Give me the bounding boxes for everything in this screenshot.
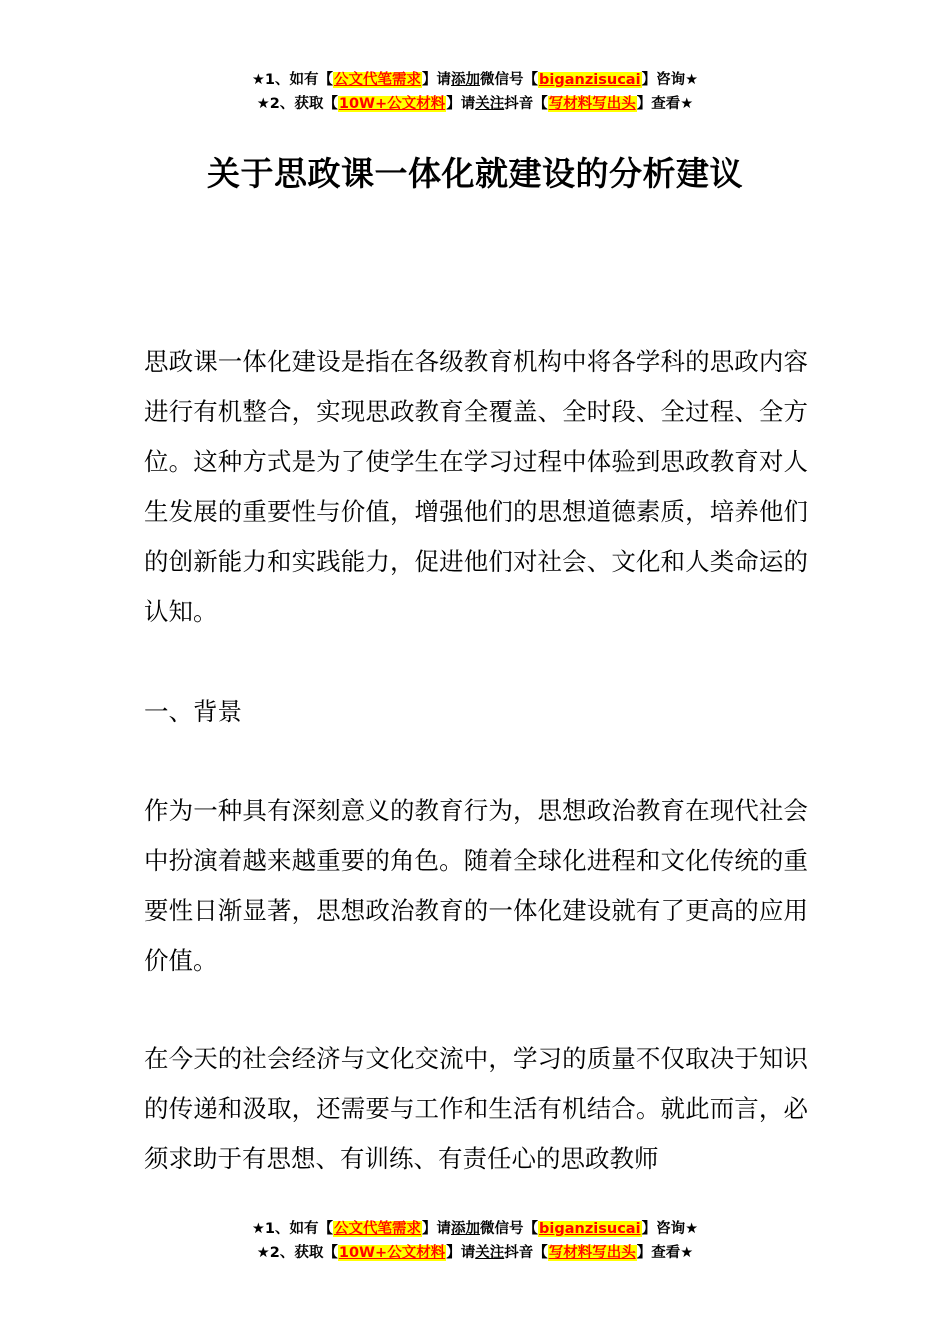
promo-highlight: 10W+公文材料 <box>338 1245 446 1261</box>
section-heading: 一、背景 <box>144 697 242 726</box>
promo-text: ★1、如有【 <box>251 1221 334 1237</box>
promo-highlight: 公文代笔需求 <box>334 72 422 88</box>
promo-text: 微信号【 <box>480 72 539 88</box>
promo-text: 抖音【 <box>504 1245 548 1261</box>
promo-emphasis: 添加 <box>451 72 481 88</box>
promo-text: ★2、获取【 <box>256 1245 338 1261</box>
promo-text: 抖音【 <box>504 96 548 112</box>
promo-wechat-id: biganzisucai <box>539 1221 641 1237</box>
promo-highlight: 公文代笔需求 <box>334 1221 422 1237</box>
promo-text: 】请 <box>446 96 476 112</box>
body-paragraph: 在今天的社会经济与文化交流中，学习的质量不仅取决于知识的传递和汲取，还需要与工作和生活有机结合。就此而言，必须求助于有思想、有训练、有责任心的思政教师 <box>144 1044 808 1173</box>
promo-text: 】请 <box>422 72 452 88</box>
promo-douyin-id: 写材料写出头 <box>548 1245 636 1261</box>
footer-promo <box>0 1217 950 1265</box>
intro-paragraph: 思政课一体化建设是指在各级教育机构中将各学科的思政内容进行有机整合，实现思政教育全覆盖、全时段、全过程、全方位。这种方式是为了使学生在学习过程中体验到思政教育对人生发展的重要性与价值，增强他们的思想道德素质，培养他们的创新能力和实践能力，促进他们对社会、文化和人类命运的认知。 <box>144 347 808 626</box>
header-promo <box>0 68 950 116</box>
promo-text: 微信号【 <box>480 1221 539 1237</box>
promo-text: 】请 <box>446 1245 476 1261</box>
promo-wechat-id: biganzisucai <box>539 72 641 88</box>
promo-line-1 <box>0 1217 950 1241</box>
promo-line-1 <box>0 68 950 92</box>
document-title: 关于思政课一体化就建设的分析建议 <box>207 154 743 193</box>
promo-text: ★1、如有【 <box>251 72 334 88</box>
promo-line-2 <box>0 92 950 116</box>
promo-emphasis: 关注 <box>475 96 505 112</box>
promo-douyin-id: 写材料写出头 <box>548 96 636 112</box>
promo-emphasis: 添加 <box>451 1221 481 1237</box>
promo-emphasis: 关注 <box>475 1245 505 1261</box>
promo-text: 】请 <box>422 1221 452 1237</box>
promo-highlight: 10W+公文材料 <box>338 96 446 112</box>
promo-text: 】查看★ <box>636 1245 694 1261</box>
promo-text: 】查看★ <box>636 96 694 112</box>
promo-text: 】咨询★ <box>641 72 699 88</box>
body-paragraph: 作为一种具有深刻意义的教育行为，思想政治教育在现代社会中扮演着越来越重要的角色。随着全球化进程和文化传统的重要性日渐显著，思想政治教育的一体化建设就有了更高的应用价值。 <box>144 796 808 975</box>
promo-line-2 <box>0 1241 950 1265</box>
promo-text: 】咨询★ <box>641 1221 699 1237</box>
promo-text: ★2、获取【 <box>256 96 338 112</box>
